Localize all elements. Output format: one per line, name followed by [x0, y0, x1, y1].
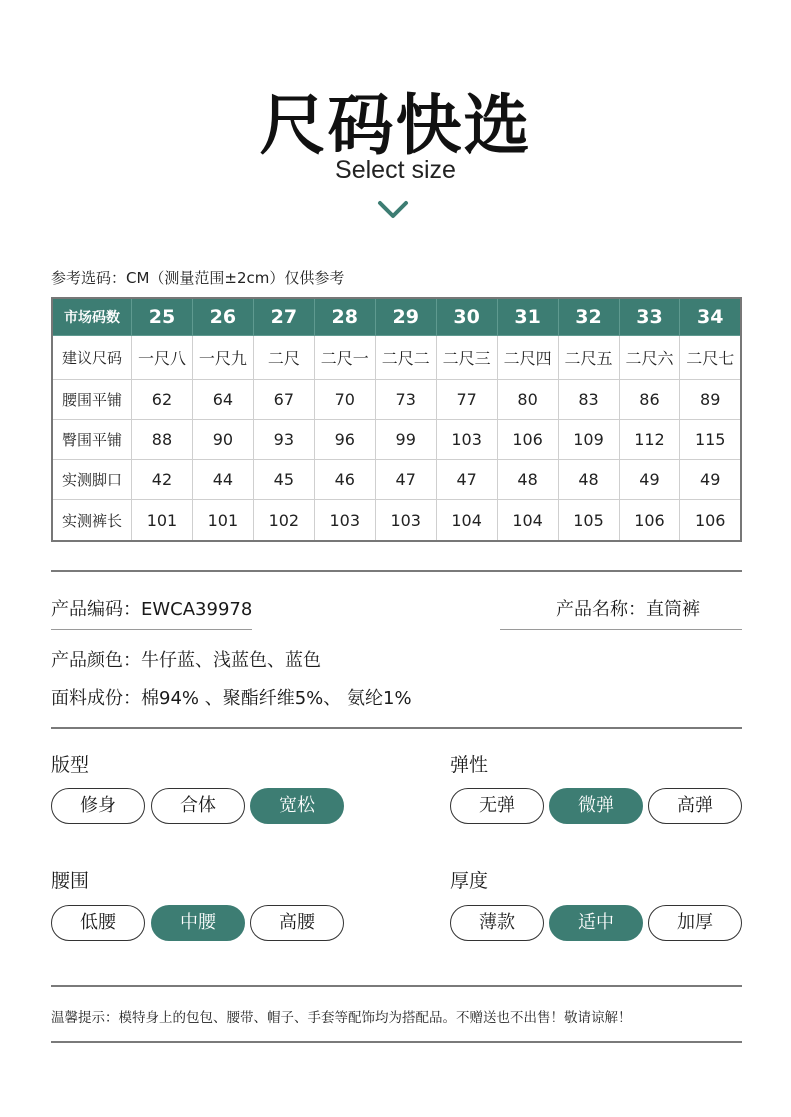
table-cell: 二尺四	[497, 336, 558, 380]
size-col-header: 32	[558, 298, 619, 336]
size-col-header: 31	[497, 298, 558, 336]
section-divider	[51, 727, 742, 729]
table-cell: 99	[375, 420, 436, 460]
table-cell: 49	[619, 460, 680, 500]
table-cell: 109	[558, 420, 619, 460]
table-row	[52, 460, 741, 500]
table-cell: 62	[132, 379, 193, 419]
size-col-header: 26	[192, 298, 253, 336]
product-color: 产品颜色：牛仔蓝、浅蓝色、蓝色	[51, 650, 321, 671]
table-cell: 48	[497, 460, 558, 500]
thickness-option-thin[interactable]: 薄款	[450, 905, 544, 941]
table-cell: 67	[253, 379, 314, 419]
fit-label: 版型	[51, 754, 90, 776]
fit-option-regular[interactable]: 合体	[151, 788, 245, 824]
table-cell: 103	[314, 500, 375, 541]
size-table	[51, 297, 742, 542]
section-divider	[51, 1041, 742, 1043]
table-cell: 104	[436, 500, 497, 541]
table-cell: 112	[619, 420, 680, 460]
table-cell: 二尺七	[680, 336, 741, 380]
table-row	[52, 500, 741, 541]
table-cell: 48	[558, 460, 619, 500]
table-cell: 44	[192, 460, 253, 500]
table-cell: 46	[314, 460, 375, 500]
row-label: 腰围平铺	[52, 379, 132, 419]
table-cell: 64	[192, 379, 253, 419]
chevron-down-icon	[377, 200, 409, 220]
product-fabric: 面料成份：棉94% 、聚酯纤维5%、 氨纶1%	[51, 688, 412, 709]
table-cell: 88	[132, 420, 193, 460]
info-underline	[51, 629, 252, 630]
table-cell: 106	[497, 420, 558, 460]
table-cell: 103	[375, 500, 436, 541]
table-cell: 77	[436, 379, 497, 419]
elasticity-option-slight[interactable]: 微弹	[549, 788, 643, 824]
notice-text: 温馨提示：模特身上的包包、腰带、帽子、手套等配饰均为搭配品。不赠送也不出售！敬请谅解！	[51, 1010, 632, 1026]
table-cell: 90	[192, 420, 253, 460]
elasticity-option-none[interactable]: 无弹	[450, 788, 544, 824]
size-col-header: 33	[619, 298, 680, 336]
page-title: 尺码快选	[259, 87, 532, 164]
waist-option-low[interactable]: 低腰	[51, 905, 145, 941]
page-subtitle: Select size	[335, 156, 456, 184]
table-cell: 49	[680, 460, 741, 500]
waist-option-high[interactable]: 高腰	[250, 905, 344, 941]
table-cell: 47	[436, 460, 497, 500]
table-cell: 83	[558, 379, 619, 419]
size-col-header: 34	[680, 298, 741, 336]
row-label: 实测脚口	[52, 460, 132, 500]
table-cell: 一尺九	[192, 336, 253, 380]
size-col-header: 30	[436, 298, 497, 336]
size-col-header: 27	[253, 298, 314, 336]
table-cell: 二尺二	[375, 336, 436, 380]
table-cell: 115	[680, 420, 741, 460]
table-row	[52, 336, 741, 380]
thickness-option-medium[interactable]: 适中	[549, 905, 643, 941]
waist-label: 腰围	[51, 870, 90, 892]
size-col-header: 29	[375, 298, 436, 336]
row-label: 建议尺码	[52, 336, 132, 380]
table-cell: 106	[619, 500, 680, 541]
table-cell: 101	[132, 500, 193, 541]
size-header-label: 市场码数	[52, 298, 132, 336]
table-cell: 101	[192, 500, 253, 541]
table-cell: 105	[558, 500, 619, 541]
thickness-label: 厚度	[450, 870, 489, 892]
table-cell: 93	[253, 420, 314, 460]
thickness-option-thick[interactable]: 加厚	[648, 905, 742, 941]
table-cell: 86	[619, 379, 680, 419]
size-col-header: 28	[314, 298, 375, 336]
section-divider	[51, 985, 742, 987]
table-row	[52, 379, 741, 419]
size-col-header: 25	[132, 298, 193, 336]
table-cell: 二尺六	[619, 336, 680, 380]
table-cell: 二尺一	[314, 336, 375, 380]
table-cell: 一尺八	[132, 336, 193, 380]
table-cell: 103	[436, 420, 497, 460]
table-cell: 70	[314, 379, 375, 419]
table-row	[52, 420, 741, 460]
table-cell: 二尺	[253, 336, 314, 380]
row-label: 臀围平铺	[52, 420, 132, 460]
table-cell: 二尺三	[436, 336, 497, 380]
table-cell: 二尺五	[558, 336, 619, 380]
table-cell: 80	[497, 379, 558, 419]
waist-option-mid[interactable]: 中腰	[151, 905, 245, 941]
info-underline	[500, 629, 742, 630]
table-cell: 73	[375, 379, 436, 419]
table-cell: 96	[314, 420, 375, 460]
elasticity-label: 弹性	[450, 754, 489, 776]
section-divider	[51, 570, 742, 572]
reference-note: 参考选码：CM（测量范围±2cm）仅供参考	[51, 269, 345, 287]
table-cell: 42	[132, 460, 193, 500]
row-label: 实测裤长	[52, 500, 132, 541]
table-cell: 102	[253, 500, 314, 541]
table-cell: 106	[680, 500, 741, 541]
product-code: 产品编码：EWCA39978	[51, 599, 253, 620]
table-cell: 45	[253, 460, 314, 500]
fit-option-slim[interactable]: 修身	[51, 788, 145, 824]
table-cell: 89	[680, 379, 741, 419]
elasticity-option-high[interactable]: 高弹	[648, 788, 742, 824]
fit-option-loose[interactable]: 宽松	[250, 788, 344, 824]
table-cell: 47	[375, 460, 436, 500]
table-cell: 104	[497, 500, 558, 541]
size-table-header-row	[52, 298, 741, 336]
product-name: 产品名称：直筒裤	[556, 599, 700, 620]
